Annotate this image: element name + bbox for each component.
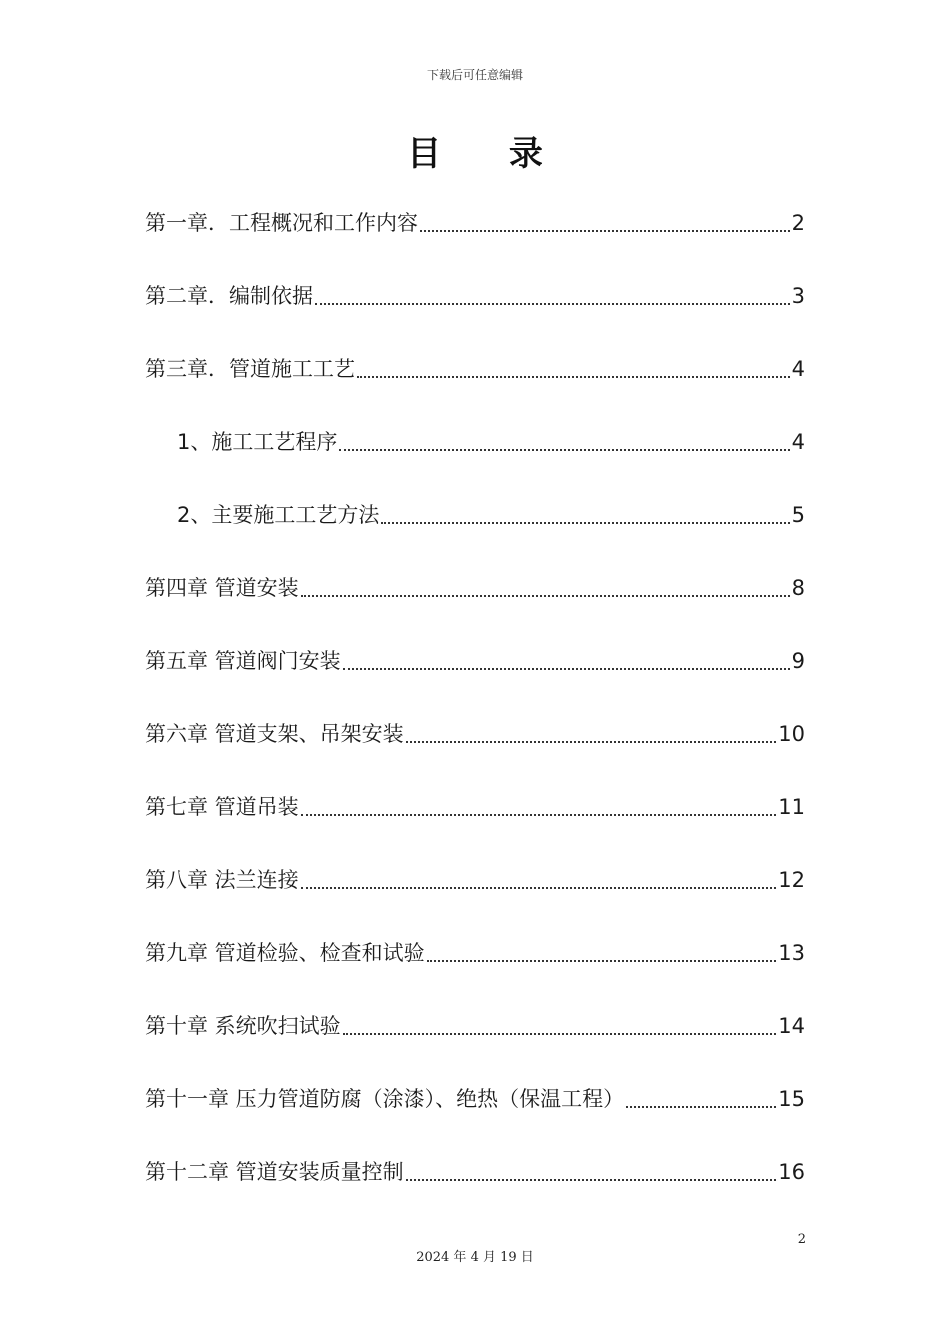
toc-dot-leader (420, 229, 790, 232)
toc-dot-leader (427, 959, 777, 962)
page-number: 2 (797, 1232, 806, 1247)
toc-entry-page: 12 (778, 868, 805, 892)
toc-entry-label: 第九章 管道检验、检查和试验 (145, 941, 425, 965)
toc-entry[interactable] (145, 936, 805, 970)
toc-entry-label: 第七章 管道吊装 (145, 795, 299, 819)
toc-dot-leader (343, 1032, 777, 1035)
toc-entry-label: 第二章．编制依据 (145, 284, 313, 308)
toc-dot-leader (406, 740, 777, 743)
toc-entry-page: 8 (791, 576, 805, 600)
toc-entry[interactable] (145, 571, 805, 605)
toc-entry-label: 第十章 系统吹扫试验 (145, 1014, 341, 1038)
toc-dot-leader (357, 375, 790, 378)
toc-entry[interactable] (145, 206, 805, 240)
toc-entry[interactable] (145, 644, 805, 678)
toc-entry[interactable] (145, 1155, 805, 1189)
toc-dot-leader (343, 667, 790, 670)
toc-entry-page: 9 (791, 649, 805, 673)
toc-entry-page: 5 (791, 503, 805, 527)
toc-entry-label: 第三章．管道施工工艺 (145, 357, 355, 381)
toc-entry[interactable] (145, 279, 805, 313)
toc-entry-label: 第八章 法兰连接 (145, 868, 299, 892)
toc-dot-leader (301, 813, 777, 816)
toc-dot-leader (626, 1105, 776, 1108)
toc-dot-leader (339, 448, 789, 451)
toc-dot-leader (381, 521, 789, 524)
toc-dot-leader (406, 1178, 777, 1181)
toc-entry-page: 3 (791, 284, 805, 308)
toc-entry-page: 2 (791, 211, 805, 235)
toc-dot-leader (301, 886, 777, 889)
toc-entry-page: 4 (791, 430, 805, 454)
toc-subentry[interactable] (177, 425, 805, 459)
toc-title (0, 126, 950, 175)
toc-entry-page: 16 (778, 1160, 805, 1184)
header-note: 下载后可任意编辑 (426, 68, 523, 82)
toc-dot-leader (301, 594, 790, 597)
toc-entry-page: 14 (778, 1014, 805, 1038)
toc-entry-page: 4 (791, 357, 805, 381)
toc-dot-leader (315, 302, 790, 305)
toc-entry[interactable] (145, 790, 805, 824)
toc-entry[interactable] (145, 717, 805, 751)
toc-entry-label: 1、施工工艺程序 (177, 430, 338, 454)
toc-entry-page: 15 (778, 1087, 805, 1111)
toc-entry-page: 11 (778, 795, 805, 819)
toc-entry-label: 第五章 管道阀门安装 (145, 649, 341, 673)
toc-entry[interactable] (145, 352, 805, 386)
footer-date: 2024 年 4 月 19 日 (416, 1250, 534, 1265)
toc-entry-label: 第一章．工程概况和工作内容 (145, 211, 418, 235)
toc-entry-label: 2、主要施工工艺方法 (177, 503, 380, 527)
toc-entry[interactable] (145, 1009, 805, 1043)
toc-entry-label: 第十二章 管道安装质量控制 (145, 1160, 404, 1184)
toc-entry[interactable] (145, 1082, 805, 1116)
toc-entry-label: 第十一章 压力管道防腐（涂漆）、绝热（保温工程） (145, 1087, 625, 1111)
toc-entry-page: 10 (778, 722, 805, 746)
toc-entry-page: 13 (778, 941, 805, 965)
toc-subentry[interactable] (177, 498, 805, 532)
toc-title-text: 目 录 (407, 134, 571, 174)
toc-entry[interactable] (145, 863, 805, 897)
toc-entry-label: 第六章 管道支架、吊架安装 (145, 722, 404, 746)
toc-entry-label: 第四章 管道安装 (145, 576, 299, 600)
